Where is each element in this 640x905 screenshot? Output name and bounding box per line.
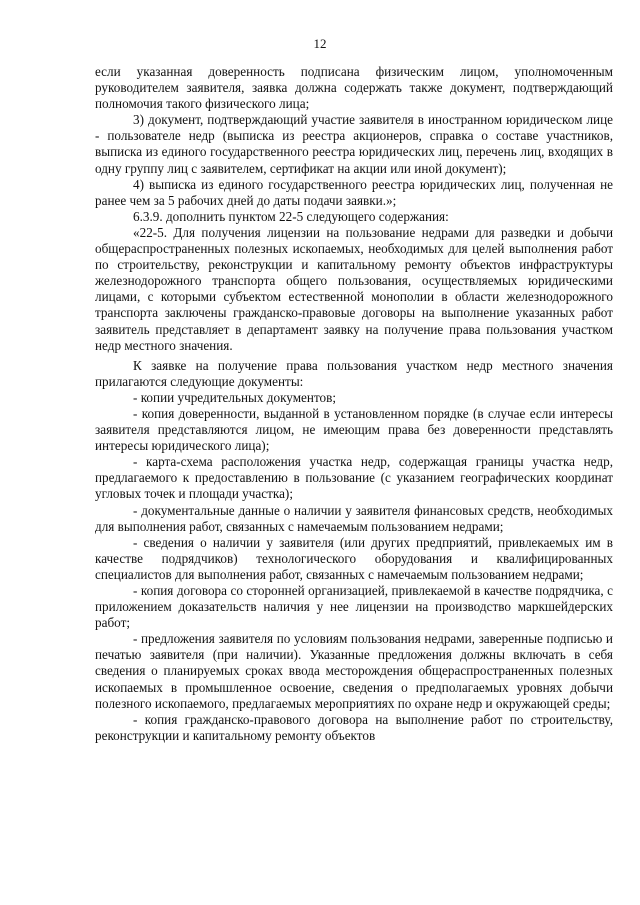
paragraph: - карта-схема расположения участка недр, содержащая границы участка недр, предлагаемого к предоставлению в пользование (с указанием географических координат угловых точек и площади участка); (95, 454, 613, 502)
paragraph: «22-5. Для получения лицензии на пользование недрами для разведки и добычи общераспространенных полезных ископаемых, необходимых для целей выполнения работ по строительству, реконструкции и капитальному ремонту объектов инфраструктуры железнодорожного транспорта общего пользования, осуществляемых юридическими лицами, с которыми субъектом естественной монополии в области железнодорожного транспорта заключены гражданско-правовые договоры на выполнение указанных работ заявитель представляет в департамент заявку на получение права пользования участком недр местного значения. (95, 224, 613, 353)
page-number: 12 (313, 36, 327, 51)
paragraph: - сведения о наличии у заявителя (или других предприятий, привлекаемых им в качестве подрядчиков) технологического оборудования и квалифицированных специалистов для выполнения работ, связанных с намечаемым пользованием недрами; (95, 534, 613, 582)
document-body (95, 64, 613, 744)
paragraph: 4) выписка из единого государственного реестра юридических лиц, полученная не ранее чем за 5 рабочих дней до даты подачи заявки.»; (95, 176, 613, 208)
paragraph: - копия доверенности, выданной в установленном порядке (в случае если интересы заявителя представляются лицом, не имеющим права без доверенности представлять интересы юридического лица); (95, 405, 613, 454)
paragraph: 6.3.9. дополнить пунктом 22-5 следующего содержания: (133, 208, 449, 224)
paragraph: 3) документ, подтверждающий участие заявителя в иностранном юридическом лице - пользователе недр (выписка из реестра акционеров, справка о составе участников, выписка из единого государственного реестра юридических лиц, перечень лиц, входящих в одну группу лиц с заявителем, сертификат на акции или иной документ); (95, 112, 613, 176)
paragraph: - предложения заявителя по условиям пользования недрами, заверенные подписью и печатью заявителя (при наличии). Указанные предложения должны включать в себя сведения о планируемых сроках ввода месторождения общераспространенных полезных ископаемых в промышленное освоение, сведения о предполагаемых уровнях добычи полезного ископаемого, предлагаемых мероприятиях по охране недр и окружающей среды; (95, 631, 613, 711)
paragraph: К заявке на получение права пользования участком недр местного значения прилагаются следующие документы: (95, 357, 613, 389)
paragraph: - документальные данные о наличии у заявителя финансовых средств, необходимых для выполнения работ, связанных с намечаемым пользованием недрами; (95, 502, 613, 534)
paragraph: - копии учредительных документов; (133, 389, 337, 405)
paragraph: - копия договора со сторонней организацией, привлекаемой в качестве подрядчика, с приложением доказательств наличия у нее лицензии на производство маркшейдерских работ; (95, 583, 613, 631)
paragraph: - копия гражданско-правового договора на выполнение работ по строительству, реконструкции и капитальному ремонту объектов (95, 711, 613, 743)
paragraph: если указанная доверенность подписана физическим лицом, уполномоченным руководителем заявителя, заявка должна содержать также документ, подтверждающий полномочия такого физического лица; (95, 64, 613, 112)
